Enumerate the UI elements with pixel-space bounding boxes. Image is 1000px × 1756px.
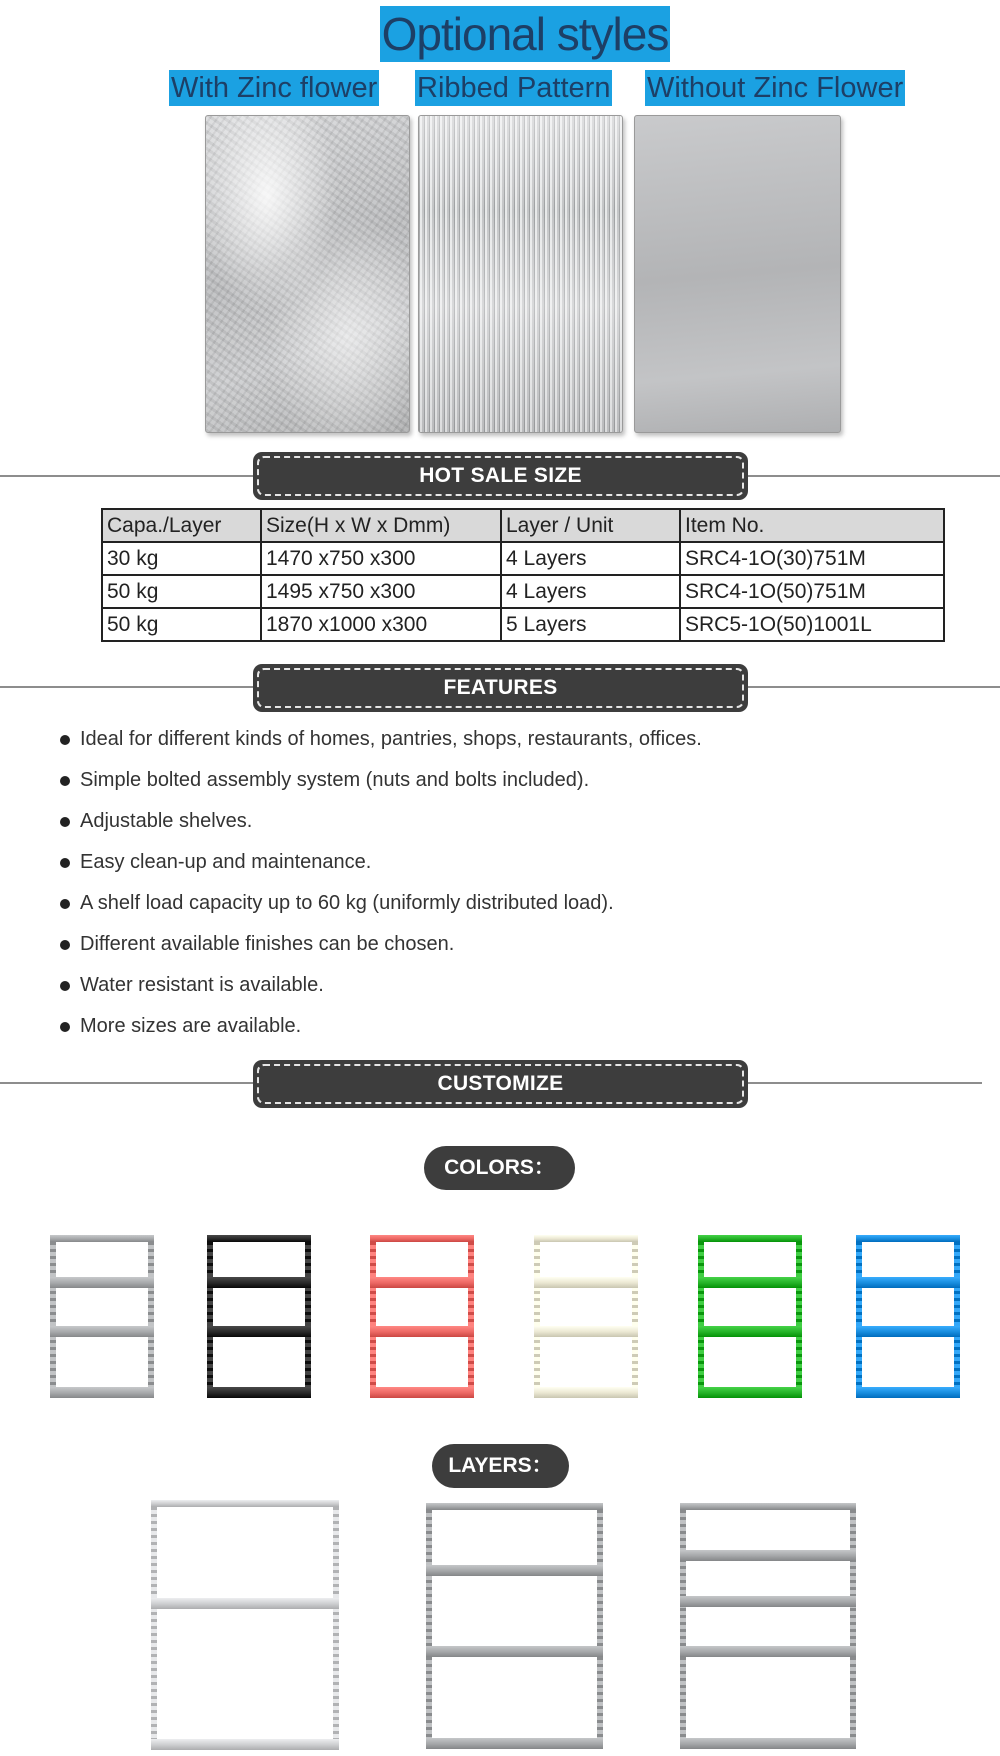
table-header-cell: Size(H x W x Dmm) bbox=[261, 509, 501, 542]
shelf-post bbox=[698, 1235, 704, 1398]
shelf-board bbox=[50, 1235, 154, 1242]
shelf-board bbox=[680, 1503, 856, 1510]
shelf-board bbox=[426, 1646, 603, 1657]
shelf-board bbox=[680, 1550, 856, 1561]
colors-pill: COLORS： bbox=[424, 1146, 575, 1190]
shelf-board bbox=[370, 1326, 474, 1337]
color-option-shelf bbox=[534, 1235, 638, 1398]
color-option-shelf bbox=[370, 1235, 474, 1398]
hot-sale-banner-label: HOT SALE SIZE bbox=[257, 456, 744, 496]
table-header-row bbox=[102, 509, 944, 542]
shelf-board bbox=[426, 1503, 603, 1510]
shelf-board bbox=[534, 1326, 638, 1337]
without-zinc-flower-label: Without Zinc Flower bbox=[647, 72, 904, 104]
shelf-post bbox=[954, 1235, 960, 1398]
shelf-board bbox=[680, 1596, 856, 1607]
shelf-board bbox=[50, 1387, 154, 1398]
without-zinc-panel-image bbox=[634, 115, 841, 433]
shelf-board bbox=[50, 1326, 154, 1337]
layers-pill: LAYERS： bbox=[432, 1444, 569, 1488]
ribbed-pattern-label: Ribbed Pattern bbox=[417, 72, 611, 104]
table-header-cell: Capa./Layer bbox=[102, 509, 261, 542]
shelf-post bbox=[534, 1235, 540, 1398]
table-cell: 1470 x750 x300 bbox=[261, 542, 501, 575]
table-cell: 5 Layers bbox=[501, 608, 680, 641]
table-header-cell: Item No. bbox=[680, 509, 944, 542]
shelf-board bbox=[534, 1235, 638, 1242]
color-option-shelf bbox=[50, 1235, 154, 1398]
shelf-post bbox=[333, 1500, 339, 1750]
shelf-board bbox=[698, 1235, 802, 1242]
shelf-board bbox=[207, 1277, 311, 1288]
table-cell: SRC4-1O(30)751M bbox=[680, 542, 944, 575]
shelf-board bbox=[534, 1387, 638, 1398]
shelf-board bbox=[151, 1598, 339, 1609]
features-banner-label: FEATURES bbox=[257, 668, 744, 708]
shelf-board bbox=[207, 1326, 311, 1337]
shelf-post bbox=[597, 1503, 603, 1749]
table-cell: SRC5-1O(50)1001L bbox=[680, 608, 944, 641]
table-cell: 30 kg bbox=[102, 542, 261, 575]
shelf-post bbox=[151, 1500, 157, 1750]
shelf-board bbox=[856, 1387, 960, 1398]
list-item: More sizes are available. bbox=[60, 1013, 702, 1054]
table-cell: 1495 x750 x300 bbox=[261, 575, 501, 608]
shelf-board bbox=[698, 1387, 802, 1398]
shelf-post bbox=[207, 1235, 213, 1398]
table-row bbox=[102, 542, 944, 575]
shelf-board bbox=[856, 1235, 960, 1242]
shelf-board bbox=[680, 1646, 856, 1657]
shelf-post bbox=[632, 1235, 638, 1398]
shelf-post bbox=[468, 1235, 474, 1398]
shelf-board bbox=[50, 1277, 154, 1288]
list-item: Simple bolted assembly system (nuts and bolts included). bbox=[60, 767, 702, 808]
shelf-post bbox=[50, 1235, 56, 1398]
table-row bbox=[102, 575, 944, 608]
shelf-board bbox=[534, 1277, 638, 1288]
shelf-post bbox=[856, 1235, 862, 1398]
list-item: Adjustable shelves. bbox=[60, 808, 702, 849]
shelf-board bbox=[207, 1235, 311, 1242]
shelf-board bbox=[698, 1277, 802, 1288]
shelf-board bbox=[698, 1326, 802, 1337]
table-cell: 50 kg bbox=[102, 575, 261, 608]
table-header-cell: Layer / Unit bbox=[501, 509, 680, 542]
shelf-board bbox=[856, 1326, 960, 1337]
shelf-board bbox=[151, 1739, 339, 1750]
shelf-post bbox=[305, 1235, 311, 1398]
shelf-post bbox=[680, 1503, 686, 1749]
table-cell: 50 kg bbox=[102, 608, 261, 641]
table-cell: SRC4-1O(50)751M bbox=[680, 575, 944, 608]
shelf-board bbox=[370, 1235, 474, 1242]
list-item: Different available finishes can be chosen. bbox=[60, 931, 702, 972]
shelf-post bbox=[370, 1235, 376, 1398]
table-cell: 4 Layers bbox=[501, 542, 680, 575]
list-item: Ideal for different kinds of homes, pantries, shops, restaurants, offices. bbox=[60, 726, 702, 767]
shelf-board bbox=[207, 1387, 311, 1398]
color-option-shelf bbox=[698, 1235, 802, 1398]
hot-sale-size-table bbox=[101, 508, 945, 642]
zinc-flower-label: With Zinc flower bbox=[171, 72, 378, 104]
hot-sale-banner bbox=[253, 452, 748, 500]
five-layer-shelf bbox=[680, 1503, 856, 1749]
shelf-post bbox=[426, 1503, 432, 1749]
list-item: Easy clean-up and maintenance. bbox=[60, 849, 702, 890]
four-layer-shelf bbox=[426, 1503, 603, 1749]
zinc-flower-panel-image bbox=[205, 115, 410, 433]
list-item: Water resistant is available. bbox=[60, 972, 702, 1013]
shelf-board bbox=[370, 1277, 474, 1288]
table-cell: 4 Layers bbox=[501, 575, 680, 608]
shelf-board bbox=[680, 1738, 856, 1749]
features-list bbox=[60, 726, 702, 1054]
shelf-board bbox=[426, 1738, 603, 1749]
customize-banner-label: CUSTOMIZE bbox=[257, 1064, 744, 1104]
table-cell: 1870 x1000 x300 bbox=[261, 608, 501, 641]
shelf-post bbox=[796, 1235, 802, 1398]
shelf-post bbox=[850, 1503, 856, 1749]
shelf-board bbox=[856, 1277, 960, 1288]
optional-styles-title: Optional styles bbox=[381, 8, 669, 60]
ribbed-pattern-panel-image bbox=[418, 115, 623, 433]
shelf-board bbox=[151, 1500, 339, 1507]
shelf-board bbox=[370, 1387, 474, 1398]
three-layer-shelf bbox=[151, 1500, 339, 1750]
shelf-post bbox=[148, 1235, 154, 1398]
color-option-shelf bbox=[856, 1235, 960, 1398]
color-option-shelf bbox=[207, 1235, 311, 1398]
list-item: A shelf load capacity up to 60 kg (uniformly distributed load). bbox=[60, 890, 702, 931]
features-banner bbox=[253, 664, 748, 712]
customize-banner bbox=[253, 1060, 748, 1108]
table-row bbox=[102, 608, 944, 641]
shelf-board bbox=[426, 1565, 603, 1576]
